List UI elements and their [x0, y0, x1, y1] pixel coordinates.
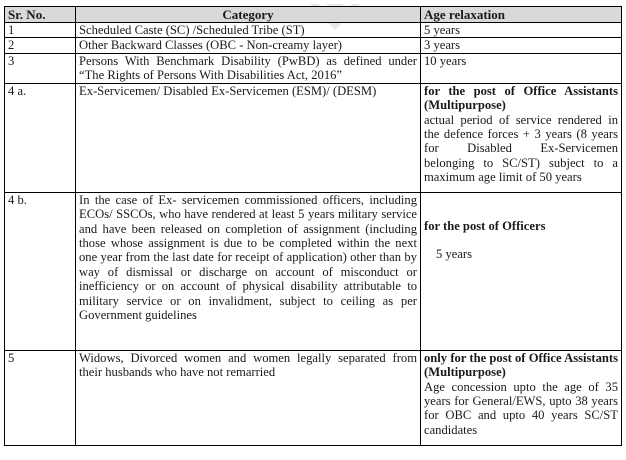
age-relaxation-text: 5 years [424, 23, 461, 37]
category-cell: Persons With Benchmark Disability (PwBD) as defined under “The Rights of Persons With Disabilities Act, 2016” [76, 53, 421, 83]
age-relaxation-text: Age concession upto the age of 35 years for General/EWS, upto 38 years for OBC and upto 40 years SC/ST candidates [424, 379, 618, 437]
age-relaxation-text: 5 years [436, 247, 473, 262]
age-relaxation-text: 10 years [424, 53, 467, 68]
sr-no-cell: 3 [5, 53, 76, 83]
category-cell: Scheduled Caste (SC) /Scheduled Tribe (ST) [76, 23, 421, 38]
table-row [5, 23, 622, 38]
age-relaxation-cell [421, 53, 622, 83]
sr-no-cell: 4 b. [5, 192, 76, 350]
age-relaxation-cell [421, 23, 622, 38]
sr-no-cell: 5 [5, 350, 76, 445]
sr-no-cell: 1 [5, 23, 76, 38]
table-header-row [5, 7, 622, 23]
table-row [5, 53, 622, 83]
age-relaxation-cell [421, 38, 622, 53]
table-row [5, 350, 622, 445]
age-relaxation-text: 3 years [424, 38, 461, 53]
category-cell: Ex-Servicemen/ Disabled Ex-Servicemen (ESM)/ (DESM) [76, 83, 421, 192]
category-cell: Other Backward Classes (OBC - Non-creamy layer) [76, 38, 421, 53]
age-relaxation-text: actual period of service rendered in the defence forces + 3 years (8 years for Disabled Ex-Servicemen belonging to SC/ST) subject to a maximum age limit of 50 years [424, 112, 618, 185]
sr-no-cell: 2 [5, 38, 76, 53]
sr-no-cell: 4 a. [5, 83, 76, 192]
table-row [5, 192, 622, 350]
age-relaxation-heading: only for the post of Office Assistants (Multipurpose) [424, 350, 618, 380]
age-relaxation-heading: for the post of Office Assistants (Multipurpose) [424, 83, 618, 113]
header-age-relaxation: Age relaxation [421, 7, 622, 23]
age-relaxation-cell [421, 192, 622, 350]
header-category: Category [76, 7, 421, 23]
age-relaxation-heading: for the post of Officers [424, 218, 546, 233]
age-relaxation-cell [421, 350, 622, 445]
table-row [5, 83, 622, 192]
header-sr-no: Sr. No. [5, 7, 76, 23]
age-relaxation-cell [421, 83, 622, 192]
age-relaxation-table [4, 6, 622, 446]
category-cell: Widows, Divorced women and women legally separated from their husbands who have not remarried [76, 350, 421, 445]
category-cell: In the case of Ex- servicemen commissioned officers, including ECOs/ SSCOs, who have rendered at least 5 years military service and have been released on completion of assignment (including those whose assignment is due to be completed within the next one year from the last date for receipt of application) other than by way of dismissal or discharge on account of misconduct or inefficiency or on account of physical disability attributable to military service or on invalidment, subject to ceiling as per Government guidelines [76, 192, 421, 350]
table-row [5, 38, 622, 53]
